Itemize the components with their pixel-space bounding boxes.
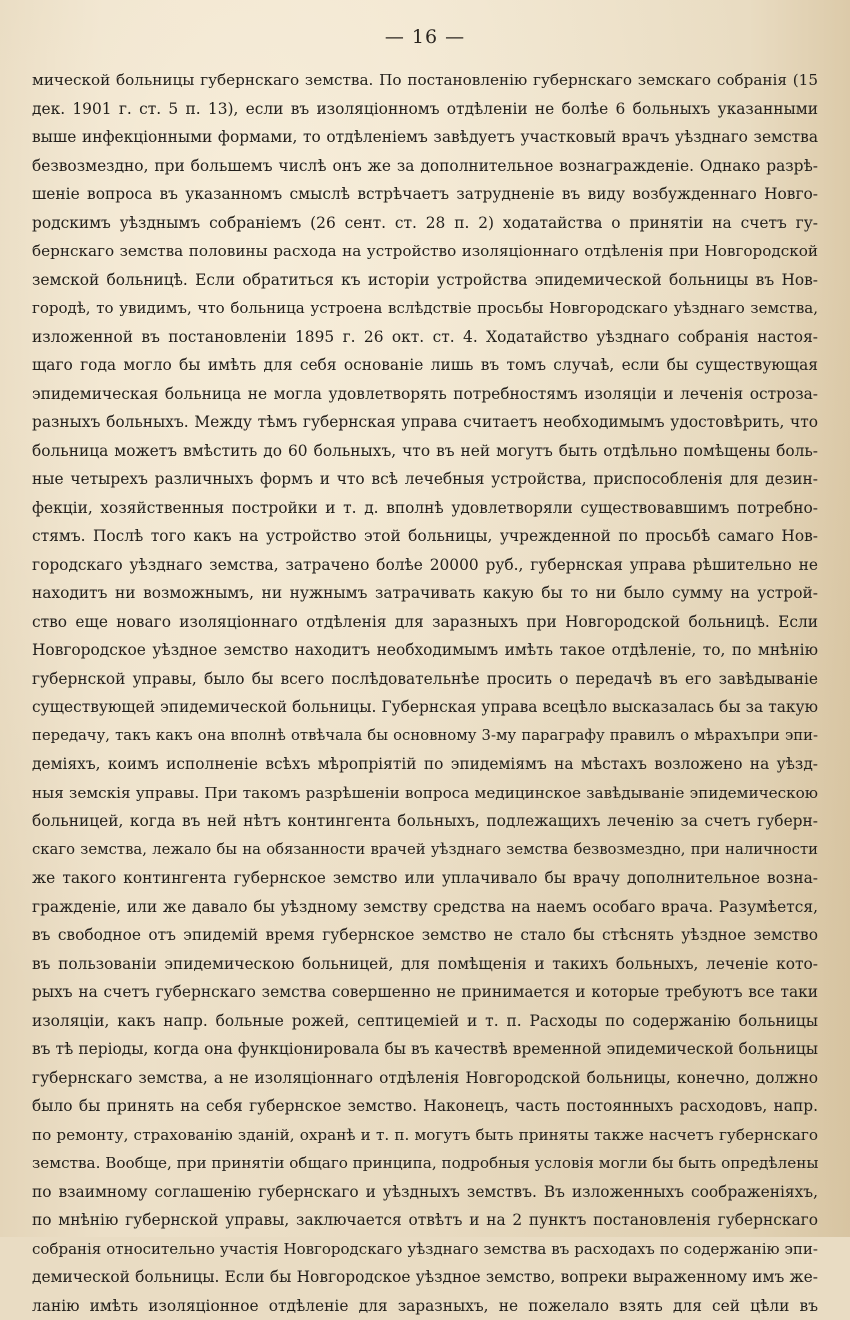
- text-line: родскимъ уѣзднымъ собраніемъ (26 сент. ст. 28 п. 2) ходатайства о принятіи на счетъ гу-: [32, 209, 818, 238]
- text-line: по ремонту, страхованію зданій, охранѣ и т. п. могутъ быть приняты также насчетъ губернскаго: [32, 1121, 818, 1150]
- page-number: — 16 —: [0, 26, 850, 48]
- text-line: разныхъ больныхъ. Между тѣмъ губернская управа считаетъ необходимымъ удостовѣрить, что: [32, 408, 818, 437]
- text-line: въ тѣ періоды, когда она функціонировала бы въ качествѣ временной эпидемической больницы: [32, 1035, 818, 1064]
- text-line: бернскаго земства половины расхода на устройство изоляціоннаго отдѣленія при Новгородской: [32, 237, 818, 266]
- text-line: по мнѣнію губернской управы, заключается отвѣтъ и на 2 пунктъ постановленія губернскаго: [32, 1206, 818, 1235]
- text-line: скаго земства, лежало бы на обязанности врачей уѣзднаго земства безвозмездно, при наличности: [32, 836, 818, 865]
- text-line: гражденіе, или же давало бы уѣздному земству средства на наемъ особаго врача. Разумѣется,: [32, 893, 818, 922]
- text-line: городскаго уѣзднаго земства, затрачено болѣе 20000 руб., губернская управа рѣшительно не: [32, 551, 818, 580]
- text-line: больница можетъ вмѣстить до 60 больныхъ, что въ ней могутъ быть отдѣльно помѣщены боль-: [32, 437, 818, 466]
- text-line: въ пользованіи эпидемическою больницей, для помѣщенія и такихъ больныхъ, леченіе кото-: [32, 950, 818, 979]
- text-line: деміяхъ, коимъ исполненіе всѣхъ мѣропріятій по эпидеміямъ на мѣстахъ возложено на уѣзд-: [32, 750, 818, 779]
- text-line: безвозмездно, при большемъ числѣ онъ же за дополнительное вознагражденіе. Однако разрѣ-: [32, 152, 818, 181]
- text-line: же такого контингента губернское земство или уплачивало бы врачу дополнительное возна-: [32, 864, 818, 893]
- text-line: фекціи, хозяйственныя постройки и т. д. вполнѣ удовлетворяли существовавшимъ потребно-: [32, 494, 818, 523]
- text-line: ланію имѣть изоляціонное отдѣленіе для заразныхъ, не пожелало взять для сей цѣли въ: [32, 1292, 818, 1320]
- text-line: ство еще новаго изоляціоннаго отдѣленія для заразныхъ при Новгородской больницѣ. Если: [32, 608, 818, 637]
- text-line: губернской управы, было бы всего послѣдовательнѣе просить о передачѣ въ его завѣдываніе: [32, 665, 818, 694]
- text-line: дек. 1901 г. ст. 5 п. 13), если въ изоляціонномъ отдѣленіи не болѣе 6 больныхъ указанными: [32, 95, 818, 124]
- text-line: ные четырехъ различныхъ формъ и что всѣ лечебныя устройства, приспособленія для дезин-: [32, 465, 818, 494]
- text-line: земства. Вообще, при принятіи общаго принципа, подробныя условія могли бы быть опредѣлены: [32, 1149, 818, 1178]
- text-line: эпидемическая больница не могла удовлетворять потребностямъ изоляціи и леченія остроза-: [32, 380, 818, 409]
- text-line: изложенной въ постановленіи 1895 г. 26 окт. ст. 4. Ходатайство уѣзднаго собранія настоя-: [32, 323, 818, 352]
- text-line: демической больницы. Если бы Новгородское уѣздное земство, вопреки выраженному имъ же-: [32, 1263, 818, 1292]
- text-line: Новгородское уѣздное земство находитъ необходимымъ имѣть такое отдѣленіе, то, по мнѣнію: [32, 636, 818, 665]
- text-line: губернскаго земства, а не изоляціоннаго отдѣленія Новгородской больницы, конечно, должно: [32, 1064, 818, 1093]
- text-line: находитъ ни возможнымъ, ни нужнымъ затрачивать какую бы то ни было сумму на устрой-: [32, 579, 818, 608]
- text-line: въ свободное отъ эпидемій время губернское земство не стало бы стѣснять уѣздное земство: [32, 921, 818, 950]
- text-line: мической больницы губернскаго земства. По постановленію губернскаго земскаго собранія (15: [32, 66, 818, 95]
- text-line: по взаимному соглашенію губернскаго и уѣздныхъ земствъ. Въ изложенныхъ соображеніяхъ,: [32, 1178, 818, 1207]
- text-line: рыхъ на счетъ губернскаго земства совершенно не принимается и которые требуютъ все таки: [32, 978, 818, 1007]
- body-text: [32, 66, 818, 1320]
- text-line: больницей, когда въ ней нѣтъ контингента больныхъ, подлежащихъ леченію за счетъ губерн-: [32, 807, 818, 836]
- text-line: существующей эпидемической больницы. Губернская управа всецѣло высказалась бы за такую: [32, 693, 818, 722]
- text-line: городѣ, то увидимъ, что больница устроена вслѣдствіе просьбы Новгородскаго уѣзднаго земства,: [32, 294, 818, 323]
- text-line: ныя земскія управы. При такомъ разрѣшеніи вопроса медицинское завѣдываніе эпидемическою: [32, 779, 818, 808]
- text-line: шеніе вопроса въ указанномъ смыслѣ встрѣчаетъ затрудненіе въ виду возбужденнаго Новго-: [32, 180, 818, 209]
- text-line: земской больницѣ. Если обратиться къ исторіи устройства эпидемической больницы въ Нов-: [32, 266, 818, 295]
- text-line: передачу, такъ какъ она вполнѣ отвѣчала бы основному 3-му параграфу правилъ о мѣрахъпри эпи-: [32, 722, 818, 751]
- text-line: щаго года могло бы имѣть для себя основаніе лишь въ томъ случаѣ, если бы существующая: [32, 351, 818, 380]
- text-line: изоляціи, какъ напр. больные рожей, септицеміей и т. п. Расходы по содержанію больницы: [32, 1007, 818, 1036]
- text-line: собранія относительно участія Новгородскаго уѣзднаго земства въ расходахъ по содержанію эпи-: [32, 1235, 818, 1264]
- text-line: было бы принять на себя губернское земство. Наконецъ, часть постоянныхъ расходовъ, напр.: [32, 1092, 818, 1121]
- text-line: стямъ. Послѣ того какъ на устройство этой больницы, учрежденной по просьбѣ самаго Нов-: [32, 522, 818, 551]
- text-line: выше инфекціонными формами, то отдѣленіемъ завѣдуетъ участковый врачъ уѣзднаго земства: [32, 123, 818, 152]
